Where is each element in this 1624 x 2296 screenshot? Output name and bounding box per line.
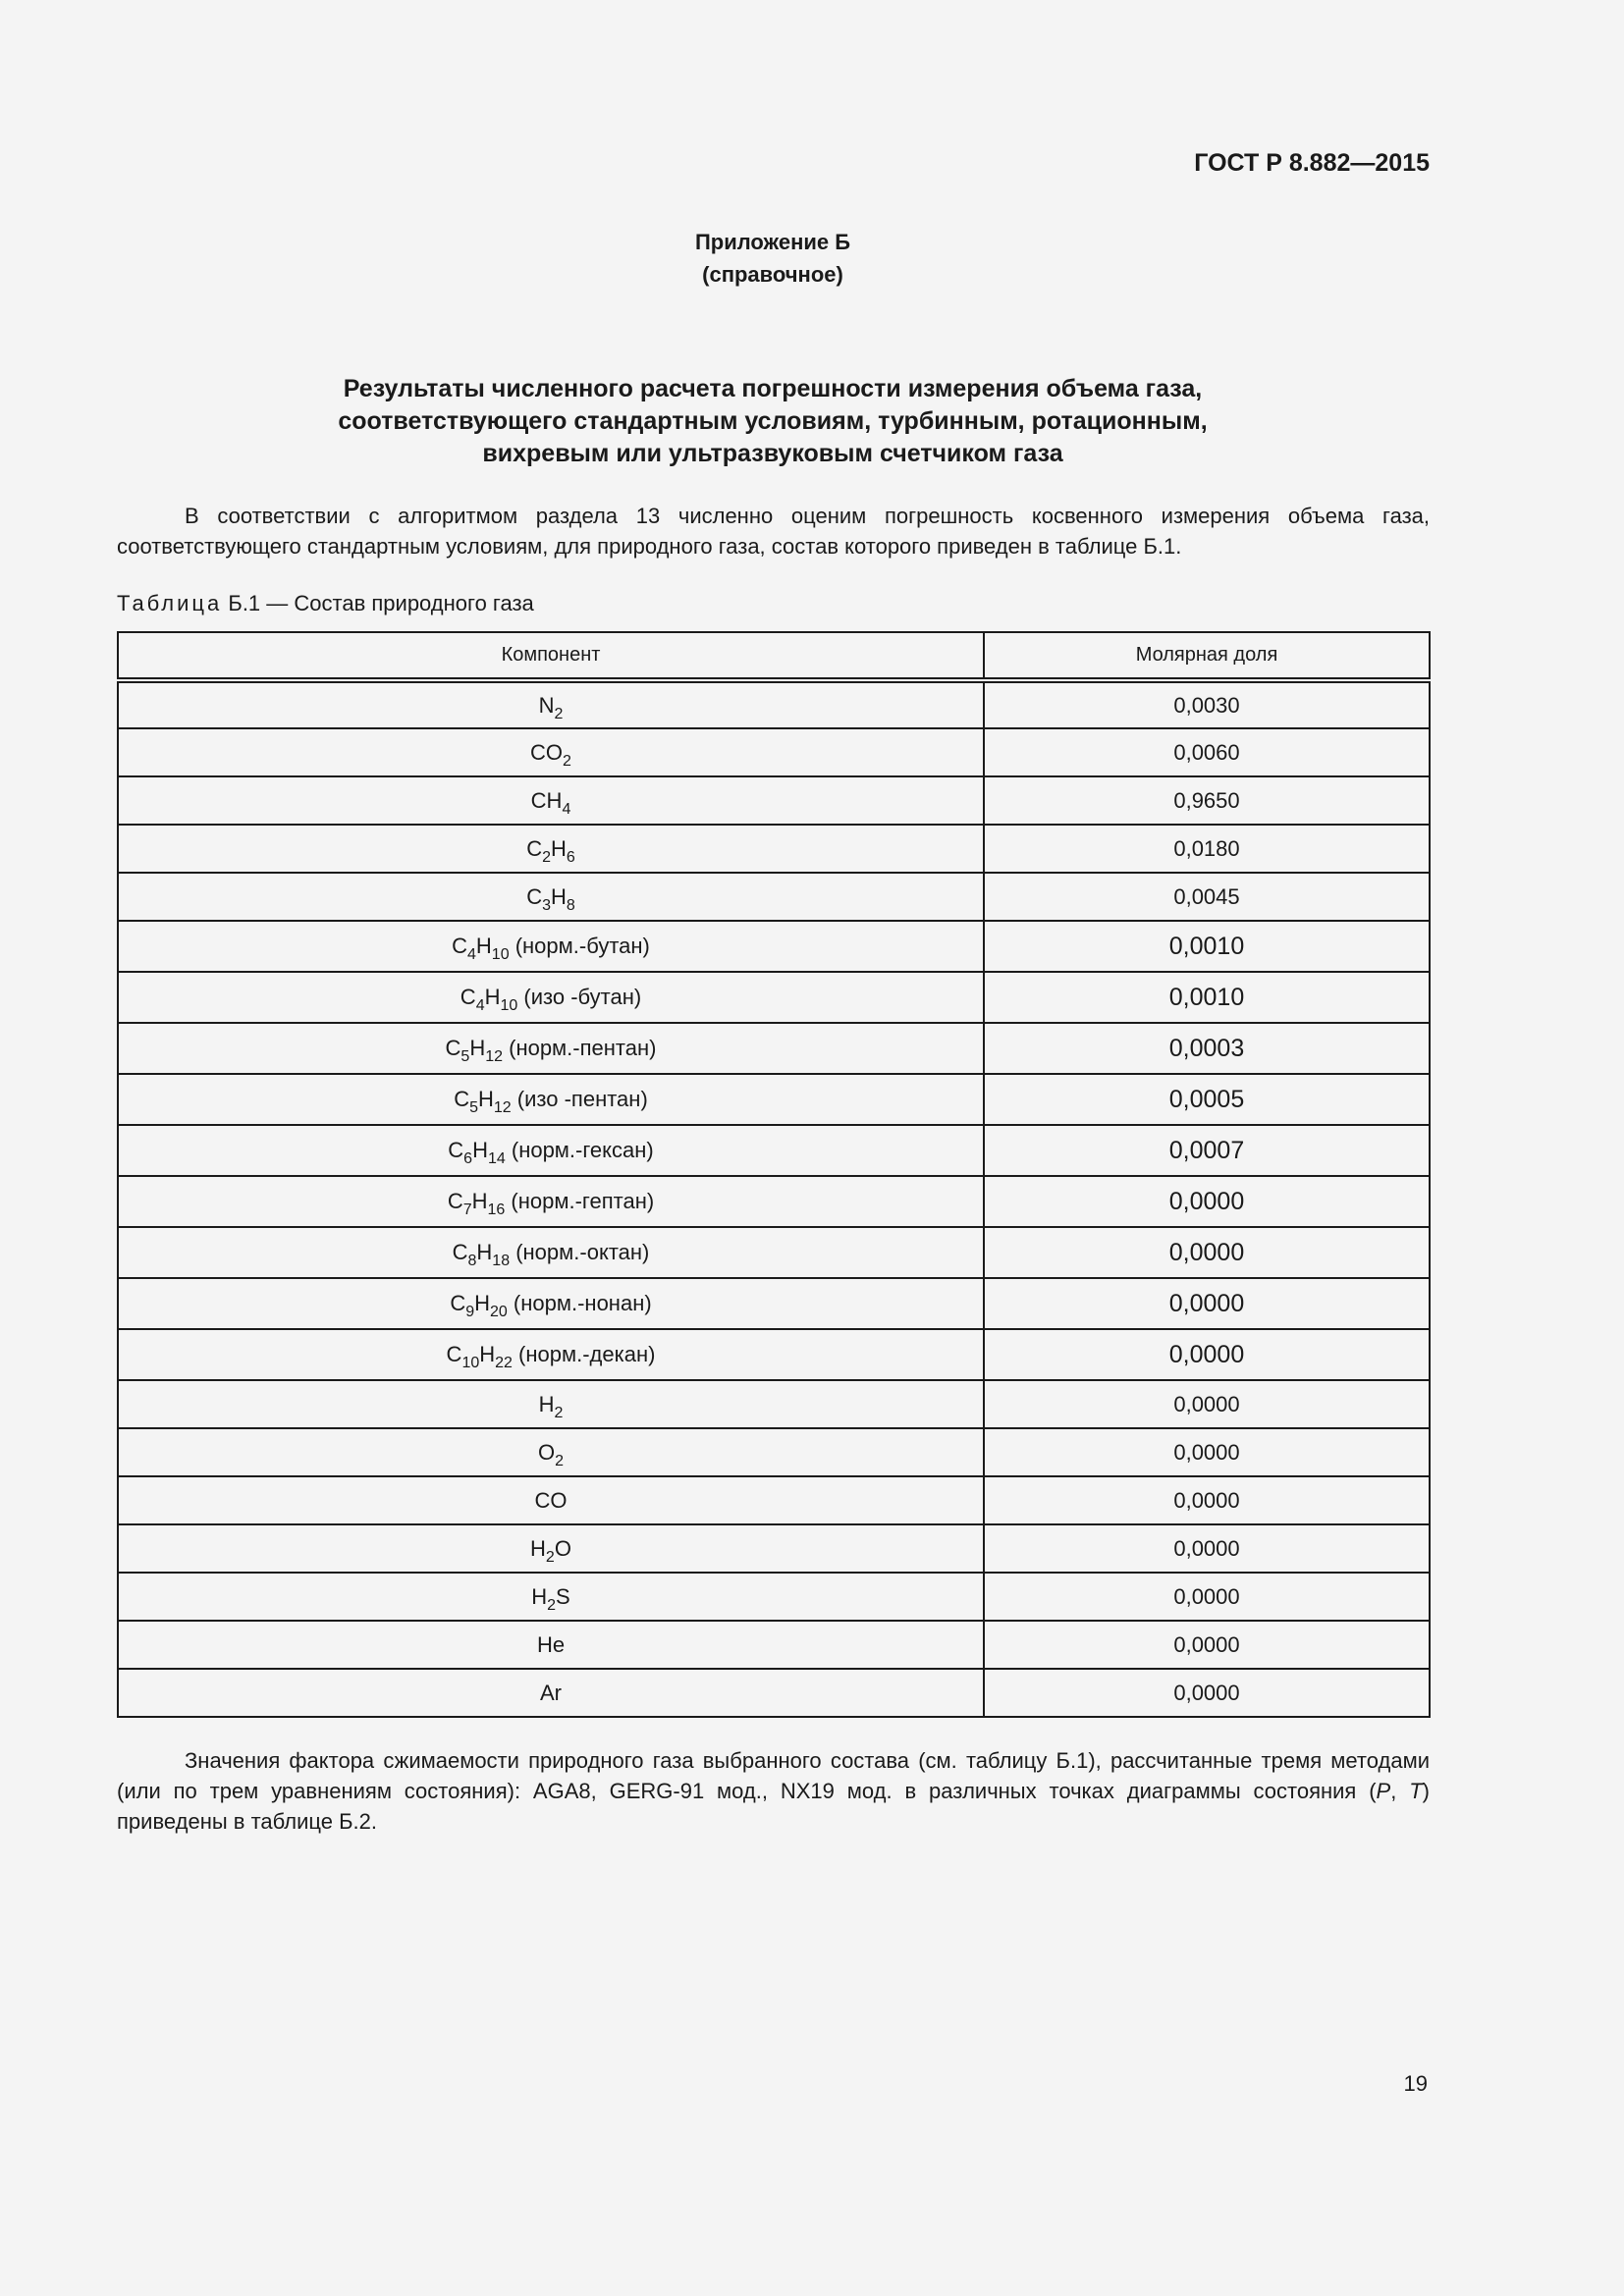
temperature-symbol: T (1409, 1779, 1423, 1803)
table-row (118, 921, 1430, 972)
section-title (0, 373, 1545, 470)
molar-fraction-cell: 0,0010 (984, 921, 1430, 972)
formula-subscript: 2 (563, 752, 571, 770)
formula-element: Ar (540, 1680, 562, 1705)
component-cell (118, 1573, 984, 1621)
molar-fraction-cell: 0,0045 (984, 873, 1430, 921)
molar-fraction-cell: 0,0180 (984, 825, 1430, 873)
molar-fraction-cell: 0,0003 (984, 1023, 1430, 1074)
molar-fraction-cell: 0,0007 (984, 1125, 1430, 1176)
formula-element: H (551, 835, 567, 861)
formula-element: H (476, 1240, 493, 1264)
formula-element: H (475, 934, 492, 958)
component-name: (изо -бутан) (517, 985, 642, 1009)
component-cell (118, 680, 984, 728)
formula-subscript: 3 (542, 896, 551, 914)
component-cell (118, 1074, 984, 1125)
component-cell (118, 1278, 984, 1329)
formula-element: H (469, 1036, 486, 1060)
molar-fraction-cell: 0,0000 (984, 1329, 1430, 1380)
appendix-heading (0, 226, 1545, 291)
formula-element: S (556, 1583, 570, 1609)
formula-element: He (536, 1631, 566, 1657)
formula-subscript: 8 (566, 896, 575, 914)
formula-subscript: 10 (461, 1355, 480, 1371)
formula-subscript: 6 (463, 1150, 473, 1167)
formula-subscript: 2 (554, 705, 564, 722)
formula-element: H (471, 1189, 488, 1213)
formula-subscript: 16 (487, 1201, 506, 1218)
formula-element: C (460, 985, 476, 1009)
column-header-molar-fraction: Молярная доля (984, 632, 1430, 680)
formula-element: C (526, 883, 543, 909)
section-title-line: Результаты численного расчета погрешности измерения объема газа, (343, 375, 1203, 402)
formula-element: H (551, 883, 567, 909)
formula-element: H (531, 1583, 548, 1609)
component-cell (118, 1023, 984, 1074)
component-name: (норм.-гексан) (505, 1138, 654, 1162)
closing-paragraph-end: ) приведены в таблице Б.2. (117, 1779, 1430, 1834)
component-cell (118, 1524, 984, 1573)
formula-subscript: 8 (467, 1253, 477, 1269)
component-cell (118, 1476, 984, 1524)
molar-fraction-cell: 0,0000 (984, 1669, 1430, 1717)
formula-subscript: 10 (500, 997, 518, 1014)
intro-paragraph-text: В соответствии с алгоритмом раздела 13 численно оценим погрешность косвенного измерения объема газа, соответствующего стандартным условиям, для природного газа, состав которого приведен в таблице Б.1. (117, 504, 1430, 559)
formula-subscript: 2 (542, 848, 551, 866)
separator: , (1390, 1779, 1410, 1803)
formula-element: C (445, 1036, 461, 1060)
formula-element: C (448, 1138, 464, 1162)
component-cell (118, 776, 984, 825)
appendix-title: Приложение Б (694, 230, 851, 254)
document-code: ГОСТ Р 8.882—2015 (1194, 149, 1430, 177)
component-cell (118, 972, 984, 1023)
component-cell (118, 1329, 984, 1380)
formula-subscript: 7 (462, 1201, 472, 1218)
component-cell (118, 728, 984, 776)
table-row (118, 1278, 1430, 1329)
formula-element: H (530, 1535, 546, 1561)
component-name: (норм.-нонан) (507, 1291, 652, 1315)
table-row (118, 1074, 1430, 1125)
formula-element: H (484, 985, 501, 1009)
formula-subscript: 4 (562, 800, 571, 818)
table-row (118, 825, 1430, 873)
formula-element: C (452, 934, 467, 958)
formula-subscript: 5 (469, 1099, 478, 1116)
formula-subscript: 9 (465, 1304, 475, 1320)
formula-subscript: 22 (495, 1355, 513, 1371)
closing-paragraph-text: Значения фактора сжимаемости природного газа выбранного состава (см. таблицу Б.1), рассчитанные тремя методами (или по трем уравнениям состояния): AGA8, GERG-91 мод., NX19 мод. в различных точках диаграммы состояния ( (117, 1748, 1430, 1803)
component-name: (норм.-гептан) (505, 1189, 655, 1213)
formula-subscript: 14 (487, 1150, 506, 1167)
component-cell (118, 921, 984, 972)
formula-subscript: 4 (475, 997, 485, 1014)
component-cell (118, 1227, 984, 1278)
formula-subscript: 5 (460, 1048, 470, 1065)
section-title-line: вихревым или ультразвуковым счетчиком газа (482, 440, 1063, 467)
closing-paragraph (117, 1745, 1430, 1837)
component-name: (норм.-пентан) (503, 1036, 657, 1060)
formula-element: C (446, 1342, 462, 1366)
formula-subscript: 2 (545, 1548, 555, 1566)
table-row (118, 1669, 1430, 1717)
table-row (118, 1329, 1430, 1380)
formula-element: N (538, 692, 555, 718)
formula-element: C (447, 1189, 463, 1213)
component-cell (118, 1380, 984, 1428)
molar-fraction-cell: 0,0010 (984, 972, 1430, 1023)
component-name: (норм.-декан) (512, 1342, 656, 1366)
molar-fraction-cell: 0,9650 (984, 776, 1430, 825)
table-row (118, 728, 1430, 776)
table-row (118, 1380, 1430, 1428)
formula-element: H (478, 1087, 494, 1111)
table-row (118, 776, 1430, 825)
molar-fraction-cell: 0,0000 (984, 1227, 1430, 1278)
molar-fraction-cell: 0,0000 (984, 1428, 1430, 1476)
table-row (118, 680, 1430, 728)
formula-element: C (452, 1240, 468, 1264)
formula-element: H (474, 1291, 490, 1315)
appendix-subtitle: (справочное) (702, 262, 843, 287)
formula-subscript: 4 (467, 946, 476, 963)
formula-subscript: 12 (485, 1048, 503, 1065)
component-cell (118, 1428, 984, 1476)
column-header-component: Компонент (118, 632, 984, 680)
molar-fraction-cell: 0,0060 (984, 728, 1430, 776)
formula-element: CH (530, 787, 563, 813)
table-row (118, 1573, 1430, 1621)
table-row (118, 1476, 1430, 1524)
table-row (118, 1227, 1430, 1278)
formula-subscript: 2 (555, 1452, 565, 1469)
table-row (118, 1621, 1430, 1669)
table-row (118, 1023, 1430, 1074)
formula-subscript: 12 (493, 1099, 512, 1116)
table-row (118, 1524, 1430, 1573)
table-row (118, 1125, 1430, 1176)
component-name: (норм.-октан) (510, 1240, 650, 1264)
formula-element: O (554, 1535, 571, 1561)
formula-element: H (479, 1342, 496, 1366)
molar-fraction-cell: 0,0000 (984, 1621, 1430, 1669)
component-name: (норм.-бутан) (509, 934, 650, 958)
component-cell (118, 1621, 984, 1669)
component-cell (118, 1176, 984, 1227)
intro-paragraph (117, 501, 1430, 561)
molar-fraction-cell: 0,0000 (984, 1476, 1430, 1524)
formula-subscript: 2 (547, 1596, 557, 1614)
formula-element: CO (530, 739, 564, 765)
formula-element: C (454, 1087, 470, 1111)
component-cell (118, 1669, 984, 1717)
component-cell (118, 873, 984, 921)
page-number: 19 (1403, 2071, 1428, 2096)
formula-subscript: 6 (566, 848, 575, 866)
formula-element: CO (534, 1487, 568, 1513)
molar-fraction-cell: 0,0000 (984, 1380, 1430, 1428)
molar-fraction-cell: 0,0030 (984, 680, 1430, 728)
formula-element: H (538, 1391, 555, 1416)
component-cell (118, 825, 984, 873)
formula-subscript: 10 (491, 946, 510, 963)
table-row (118, 1428, 1430, 1476)
table-row (118, 873, 1430, 921)
formula-subscript: 2 (554, 1404, 564, 1421)
molar-fraction-cell: 0,0000 (984, 1573, 1430, 1621)
molar-fraction-cell: 0,0000 (984, 1278, 1430, 1329)
table-row (118, 1176, 1430, 1227)
section-title-line: соответствующего стандартным условиям, турбинным, ротационным, (338, 407, 1208, 435)
formula-element: O (537, 1439, 556, 1465)
component-cell (118, 1125, 984, 1176)
molar-fraction-cell: 0,0000 (984, 1524, 1430, 1573)
formula-element: C (526, 835, 543, 861)
table-caption (117, 591, 534, 616)
component-name: (изо -пентан) (511, 1087, 648, 1111)
table-caption-text: Б.1 — Состав природного газа (222, 591, 534, 615)
molar-fraction-cell: 0,0000 (984, 1176, 1430, 1227)
pressure-symbol: P (1376, 1779, 1391, 1803)
composition-table (117, 631, 1431, 1718)
formula-element: H (472, 1138, 488, 1162)
table-row (118, 972, 1430, 1023)
table-caption-label: Таблица (117, 591, 223, 615)
molar-fraction-cell: 0,0005 (984, 1074, 1430, 1125)
formula-element: C (450, 1291, 466, 1315)
formula-subscript: 20 (490, 1304, 508, 1320)
formula-subscript: 18 (492, 1253, 511, 1269)
